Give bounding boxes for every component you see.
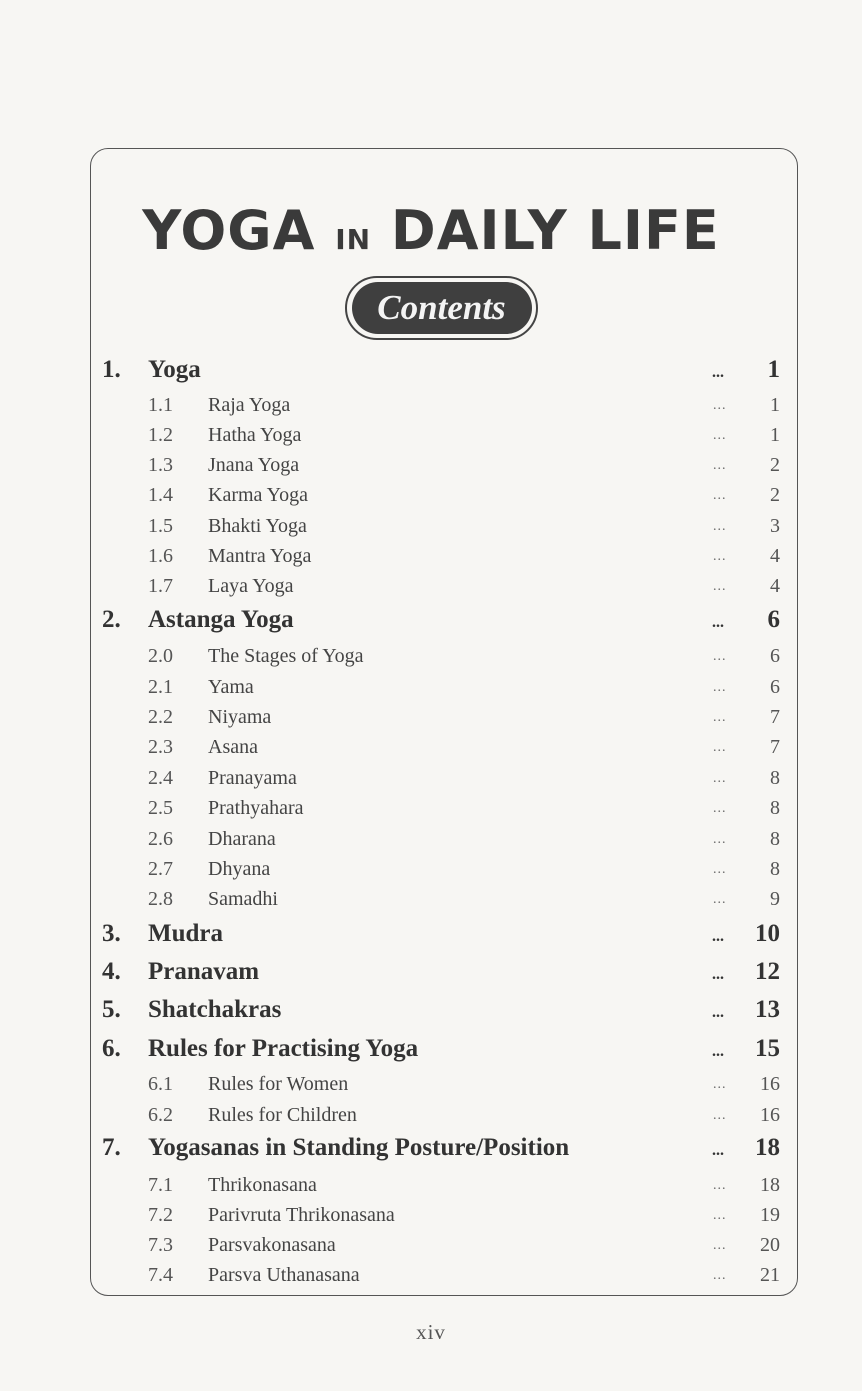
section-number: 1.4 bbox=[148, 484, 173, 506]
section-title: Jnana Yoga bbox=[208, 454, 300, 476]
section-number: 7.2 bbox=[148, 1204, 173, 1226]
chapter-number: 3. bbox=[102, 920, 121, 947]
leader-dots: ... bbox=[713, 801, 727, 816]
book-title-part3: DAILY LIFE bbox=[390, 199, 720, 262]
book-title-part1: YOGA bbox=[142, 199, 316, 262]
section-title: Thrikonasana bbox=[208, 1174, 317, 1196]
toc-section-row[interactable] bbox=[0, 1204, 862, 1234]
leader-dots: ... bbox=[713, 740, 727, 755]
toc-section-row[interactable] bbox=[0, 515, 862, 545]
leader-dots: ... bbox=[712, 1043, 724, 1060]
page-number: 18 bbox=[755, 1134, 780, 1161]
page-number: 15 bbox=[755, 1035, 780, 1062]
toc-section-row[interactable] bbox=[0, 1174, 862, 1204]
chapter-number: 4. bbox=[102, 958, 121, 985]
toc-chapter-row[interactable] bbox=[0, 996, 862, 1026]
page-number: 8 bbox=[770, 797, 780, 819]
toc-section-row[interactable] bbox=[0, 767, 862, 797]
leader-dots: ... bbox=[713, 1268, 727, 1283]
section-number: 1.2 bbox=[148, 424, 173, 446]
chapter-title: Mudra bbox=[148, 920, 223, 947]
toc-section-row[interactable] bbox=[0, 797, 862, 827]
toc-section-row[interactable] bbox=[0, 424, 862, 454]
section-title: Parivruta Thrikonasana bbox=[208, 1204, 395, 1226]
toc-section-row[interactable] bbox=[0, 394, 862, 424]
section-number: 2.7 bbox=[148, 858, 173, 880]
section-number: 1.7 bbox=[148, 575, 173, 597]
toc-section-row[interactable] bbox=[0, 484, 862, 514]
page-number: 6 bbox=[767, 606, 780, 633]
section-title: Niyama bbox=[208, 706, 272, 728]
chapter-number: 7. bbox=[102, 1134, 121, 1161]
leader-dots: ... bbox=[713, 549, 727, 564]
section-number: 2.4 bbox=[148, 767, 173, 789]
toc-section-row[interactable] bbox=[0, 888, 862, 918]
page-number: 1 bbox=[770, 394, 780, 416]
page-number: 1 bbox=[767, 356, 780, 383]
section-number: 1.3 bbox=[148, 454, 173, 476]
leader-dots: ... bbox=[713, 1108, 727, 1123]
page-number: 6 bbox=[770, 676, 780, 698]
section-title: Pranayama bbox=[208, 767, 297, 789]
page-number: 20 bbox=[760, 1234, 780, 1256]
toc-section-row[interactable] bbox=[0, 1264, 862, 1294]
toc-section-row[interactable] bbox=[0, 676, 862, 706]
leader-dots: ... bbox=[712, 614, 724, 631]
book-title-part2: IN bbox=[335, 223, 372, 256]
section-number: 2.0 bbox=[148, 645, 173, 667]
section-number: 2.6 bbox=[148, 828, 173, 850]
page-number: 18 bbox=[760, 1174, 780, 1196]
chapter-number: 1. bbox=[102, 356, 121, 383]
toc-section-row[interactable] bbox=[0, 828, 862, 858]
contents-heading: Contents bbox=[352, 282, 532, 334]
leader-dots: ... bbox=[713, 649, 727, 664]
leader-dots: ... bbox=[713, 892, 727, 907]
chapter-number: 2. bbox=[102, 606, 121, 633]
section-title: Raja Yoga bbox=[208, 394, 291, 416]
section-title: Rules for Women bbox=[208, 1073, 349, 1095]
page-number: 2 bbox=[770, 484, 780, 506]
section-title: Yama bbox=[208, 676, 254, 698]
page-number: 8 bbox=[770, 828, 780, 850]
chapter-number: 6. bbox=[102, 1035, 121, 1062]
leader-dots: ... bbox=[713, 680, 727, 695]
section-number: 6.2 bbox=[148, 1104, 173, 1126]
section-title: Prathyahara bbox=[208, 797, 304, 819]
section-number: 2.3 bbox=[148, 736, 173, 758]
section-number: 6.1 bbox=[148, 1073, 173, 1095]
section-number: 7.3 bbox=[148, 1234, 173, 1256]
page-number: 9 bbox=[770, 888, 780, 910]
page-number: 19 bbox=[760, 1204, 780, 1226]
toc-chapter-row[interactable] bbox=[0, 356, 862, 386]
leader-dots: ... bbox=[713, 1178, 727, 1193]
toc-section-row[interactable] bbox=[0, 545, 862, 575]
toc-section-row[interactable] bbox=[0, 454, 862, 484]
toc-section-row[interactable] bbox=[0, 858, 862, 888]
page-number: 1 bbox=[770, 424, 780, 446]
section-title: Laya Yoga bbox=[208, 575, 294, 597]
toc-chapter-row[interactable] bbox=[0, 1134, 862, 1164]
leader-dots: ... bbox=[713, 458, 727, 473]
contents-badge bbox=[345, 276, 538, 340]
page-number: 16 bbox=[760, 1104, 780, 1126]
leader-dots: ... bbox=[713, 862, 727, 877]
section-number: 2.8 bbox=[148, 888, 173, 910]
section-number: 2.1 bbox=[148, 676, 173, 698]
leader-dots: ... bbox=[712, 364, 724, 381]
leader-dots: ... bbox=[713, 1208, 727, 1223]
page-number: 7 bbox=[770, 706, 780, 728]
leader-dots: ... bbox=[713, 832, 727, 847]
toc-section-row[interactable] bbox=[0, 1073, 862, 1103]
section-number: 2.2 bbox=[148, 706, 173, 728]
toc-chapter-row[interactable] bbox=[0, 606, 862, 636]
leader-dots: ... bbox=[713, 710, 727, 725]
leader-dots: ... bbox=[713, 1077, 727, 1092]
page-number: 2 bbox=[770, 454, 780, 476]
leader-dots: ... bbox=[713, 771, 727, 786]
toc-section-row[interactable] bbox=[0, 736, 862, 766]
leader-dots: ... bbox=[713, 398, 727, 413]
toc-section-row[interactable] bbox=[0, 1104, 862, 1134]
toc-section-row[interactable] bbox=[0, 706, 862, 736]
leader-dots: ... bbox=[713, 428, 727, 443]
section-title: Karma Yoga bbox=[208, 484, 308, 506]
toc-section-row[interactable] bbox=[0, 645, 862, 675]
section-number: 1.1 bbox=[148, 394, 173, 416]
chapter-title: Astanga Yoga bbox=[148, 606, 294, 633]
leader-dots: ... bbox=[712, 966, 724, 983]
section-title: Dharana bbox=[208, 828, 276, 850]
book-title bbox=[0, 196, 862, 275]
chapter-number: 5. bbox=[102, 996, 121, 1023]
chapter-title: Rules for Practising Yoga bbox=[148, 1035, 419, 1062]
toc-section-row[interactable] bbox=[0, 1234, 862, 1264]
chapter-title: Shatchakras bbox=[148, 996, 282, 1023]
page-number: 4 bbox=[770, 545, 780, 567]
section-number: 7.4 bbox=[148, 1264, 173, 1286]
leader-dots: ... bbox=[713, 488, 727, 503]
section-title: Hatha Yoga bbox=[208, 424, 302, 446]
section-title: Parsva Uthanasana bbox=[208, 1264, 360, 1286]
toc-section-row[interactable] bbox=[0, 575, 862, 605]
section-title: Bhakti Yoga bbox=[208, 515, 307, 537]
section-title: Asana bbox=[208, 736, 258, 758]
page-number: 3 bbox=[770, 515, 780, 537]
page-number: 13 bbox=[755, 996, 780, 1023]
leader-dots: ... bbox=[713, 519, 727, 534]
page-number: 6 bbox=[770, 645, 780, 667]
page-number: 7 bbox=[770, 736, 780, 758]
page-number: 16 bbox=[760, 1073, 780, 1095]
leader-dots: ... bbox=[712, 1004, 724, 1021]
toc-chapter-row[interactable] bbox=[0, 958, 862, 988]
section-title: Rules for Children bbox=[208, 1104, 357, 1126]
section-number: 1.6 bbox=[148, 545, 173, 567]
page-number: 21 bbox=[760, 1264, 780, 1286]
chapter-title: Yogasanas in Standing Posture/Position bbox=[148, 1134, 570, 1161]
page-number: 10 bbox=[755, 920, 780, 947]
section-title: Mantra Yoga bbox=[208, 545, 312, 567]
section-title: Parsvakonasana bbox=[208, 1234, 336, 1256]
section-number: 2.5 bbox=[148, 797, 173, 819]
leader-dots: ... bbox=[712, 928, 724, 945]
section-number: 7.1 bbox=[148, 1174, 173, 1196]
leader-dots: ... bbox=[713, 1238, 727, 1253]
section-title: Samadhi bbox=[208, 888, 278, 910]
page-number: 12 bbox=[755, 958, 780, 985]
chapter-title: Pranavam bbox=[148, 958, 260, 985]
section-number: 1.5 bbox=[148, 515, 173, 537]
section-title: Dhyana bbox=[208, 858, 271, 880]
leader-dots: ... bbox=[712, 1142, 724, 1159]
page-number: 8 bbox=[770, 767, 780, 789]
page-folio: xiv bbox=[416, 1320, 446, 1344]
toc-chapter-row[interactable] bbox=[0, 920, 862, 950]
page-number: 8 bbox=[770, 858, 780, 880]
chapter-title: Yoga bbox=[148, 356, 201, 383]
page-number: 4 bbox=[770, 575, 780, 597]
leader-dots: ... bbox=[713, 579, 727, 594]
toc-chapter-row[interactable] bbox=[0, 1035, 862, 1065]
section-title: The Stages of Yoga bbox=[208, 645, 364, 667]
